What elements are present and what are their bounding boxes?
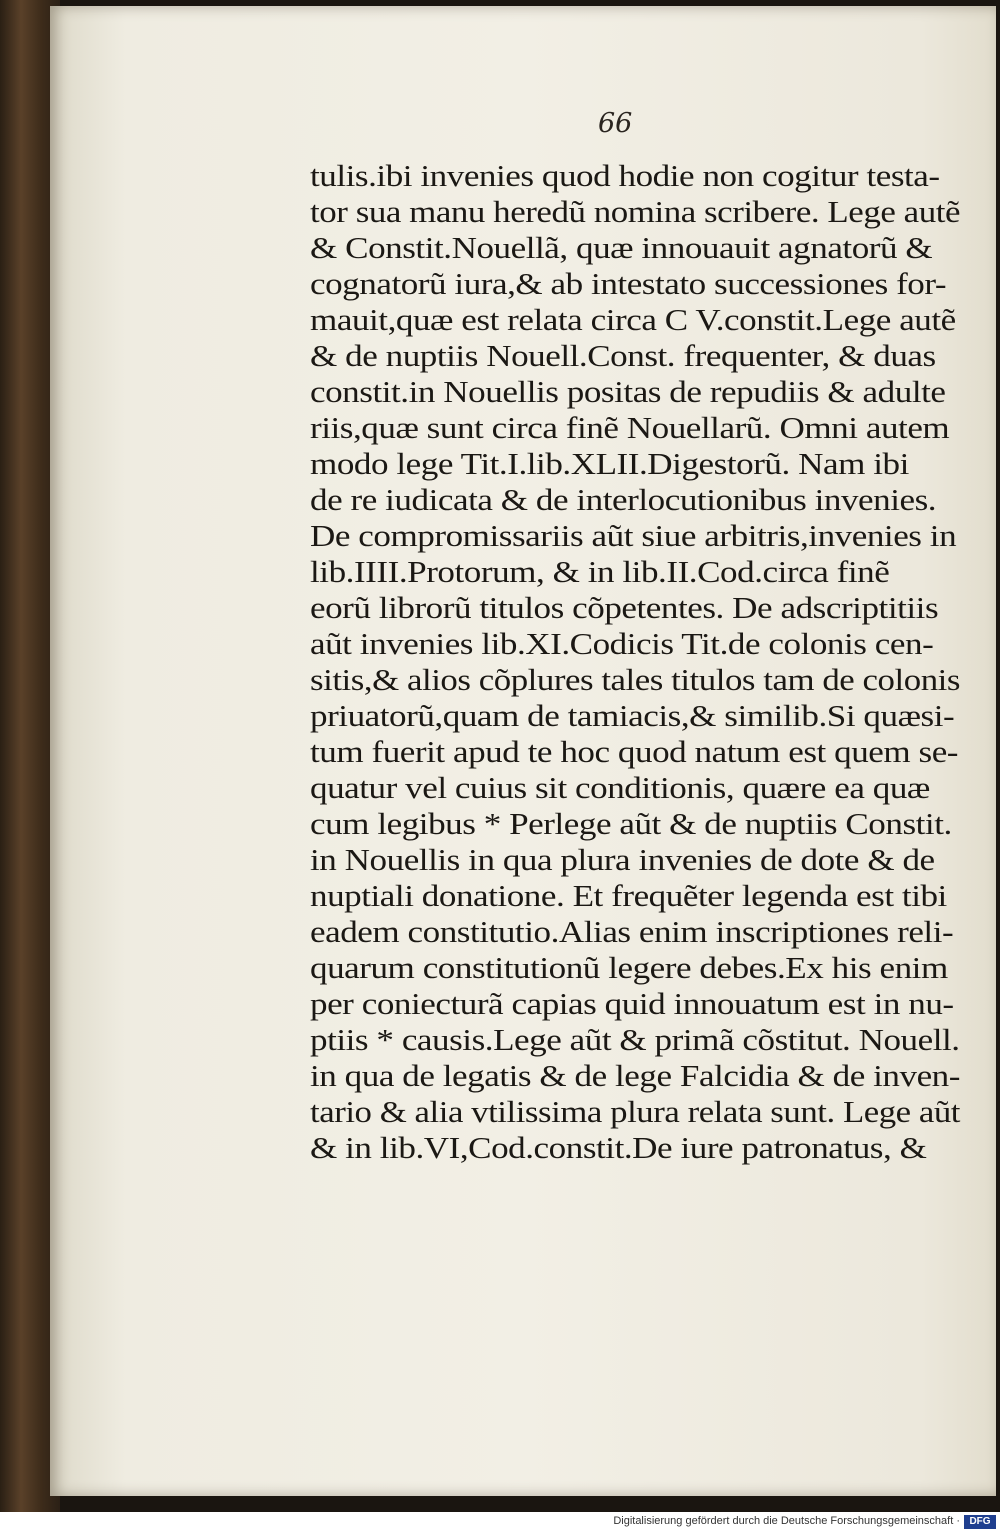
- text-line: constit.in Nouellis positas de repudiis & adulte: [310, 375, 946, 409]
- dfg-logo-icon: DFG: [964, 1515, 996, 1529]
- text-line: tulis.ibi invenies quod hodie non cogitur testa-: [310, 159, 940, 193]
- text-line: eorũ librorũ titulos cõpetentes. De adscriptitiis: [310, 591, 939, 625]
- text-line: & Constit.Nouellã, quæ innouauit agnatorũ &: [310, 231, 933, 265]
- text-line: nuptiali donatione. Et frequẽter legenda est tibi: [310, 879, 947, 913]
- text-line: lib.IIII.Protorum, & in lib.II.Cod.circa finẽ: [310, 555, 890, 589]
- text-line: & in lib.VI,Cod.constit.De iure patronatus, &: [310, 1131, 927, 1165]
- text-line: & de nuptiis Nouell.Const. frequenter, & duas: [310, 339, 936, 373]
- digitization-credit: Digitalisierung gefördert durch die Deutsche Forschungsgemeinschaft ·: [613, 1515, 960, 1527]
- text-line: per coniecturã capias quid innouatum est in nu-: [310, 987, 954, 1021]
- text-line: in Nouellis in qua plura invenies de dote & de: [310, 843, 935, 877]
- text-line: tor sua manu heredũ nomina scribere. Lege autẽ: [310, 195, 961, 229]
- text-line: cum legibus * Perlege aũt & de nuptiis Constit.: [310, 807, 952, 841]
- text-line: priuatorũ,quam de tamiacis,& similib.Si quæsi-: [310, 699, 955, 733]
- text-line: tum fuerit apud te hoc quod natum est quem se-: [310, 735, 959, 769]
- text-block: [310, 158, 960, 1166]
- footer: [0, 1512, 1000, 1532]
- page-number: 66: [598, 108, 633, 139]
- text-line: de re iudicata & de interlocutionibus invenies.: [310, 483, 937, 517]
- text-line: quatur vel cuius sit conditionis, quære ea quæ: [310, 771, 930, 805]
- text-line: modo lege Tit.I.lib.XLII.Digestorũ. Nam ibi: [310, 447, 909, 481]
- text-line: eadem constitutio.Alias enim inscriptiones reli-: [310, 915, 954, 949]
- text-line: cognatorũ iura,& ab intestato successiones for-: [310, 267, 947, 301]
- text-line: aũt invenies lib.XI.Codicis Tit.de colonis cen-: [310, 627, 934, 661]
- text-line: tario & alia vtilissima plura relata sunt. Lege aũt: [310, 1095, 961, 1129]
- text-line: riis,quæ sunt circa finẽ Nouellarũ. Omni autem: [310, 411, 950, 445]
- text-line: ptiis * causis.Lege aũt & primã cõstitut. Nouell.: [310, 1023, 960, 1057]
- book-page: [50, 6, 996, 1496]
- text-line: quarum constitutionũ legere debes.Ex his enim: [310, 951, 948, 985]
- text-line: sitis,& alios cõplures tales titulos tam de colonis: [310, 663, 960, 697]
- text-line: mauit,quæ est relata circa C V.constit.Lege autẽ: [310, 303, 956, 337]
- text-line: De compromissariis aũt siue arbitris,invenies in: [310, 519, 957, 553]
- text-line: in qua de legatis & de lege Falcidia & de inven-: [310, 1059, 960, 1093]
